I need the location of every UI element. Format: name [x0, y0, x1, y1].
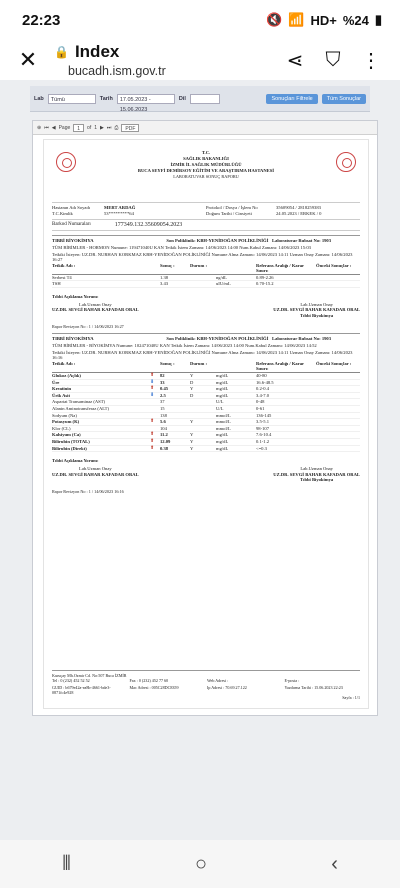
birth-value: 24.05.2023 / ERKEK / 0 — [276, 211, 322, 216]
test-result: 15 — [160, 406, 165, 412]
high-arrow-icon: ⬆ — [150, 432, 155, 438]
test-result: 0.45 — [160, 386, 169, 392]
col-status: Durum : — [190, 360, 207, 366]
page-label: Page — [58, 124, 71, 131]
page-of: of — [87, 124, 92, 131]
test-unit: mg/dL — [216, 439, 229, 444]
footer-address: Kuruçay Mh.Ozmir Cd. No:507 Buca İZMİR — [52, 673, 127, 678]
high-arrow-icon: ⬆ — [150, 373, 155, 379]
signature-row — [52, 302, 360, 319]
test-unit: mmol/L — [216, 412, 231, 418]
protocol-label: Protokol / Dosya / İşlem No — [206, 205, 258, 210]
hospital-logo — [336, 152, 356, 172]
test-reference: <=0.3 — [256, 445, 267, 451]
signature-row — [52, 466, 360, 483]
status-icons — [266, 12, 382, 28]
test-result: 0.38 — [160, 445, 169, 451]
battery-label: %24 — [342, 12, 369, 28]
close-icon[interactable]: ✕ — [18, 47, 38, 72]
test-unit: mg/dL — [216, 445, 229, 451]
prev-page-icon[interactable]: ◀ — [51, 124, 56, 131]
lab-select[interactable]: Tümü — [48, 94, 96, 104]
test-result: 33 — [160, 379, 165, 385]
patient-name-label: Hastanın Adı Soyadı — [52, 205, 91, 210]
high-arrow-icon: ⬆ — [150, 386, 155, 392]
test-unit: U/L — [216, 399, 224, 405]
report-viewer — [32, 120, 378, 716]
all-results-button[interactable]: Tüm Sonuçlar — [322, 94, 366, 104]
viewer-toolbar — [33, 121, 377, 135]
footer-guid: GUID : b679e42a-ea8b-4661-bde3-0871fc4e928 — [52, 685, 111, 695]
test-reference: 3.4-7.0 — [256, 392, 270, 398]
language-label: Dil — [178, 95, 186, 102]
section-info-2: Tetkiki İsteyen: UZ.DR. NURHAN KORKMAZ KBH-YENİDOĞAN POLİKLİNİĞİ Numune Alma Zamanı: 14/06/2023 14:11 Uzman Onay Zamanı: 14/06/2023 16:27 — [52, 251, 353, 262]
section-lab-no: Laboratuvar Rubsat No: 1903 — [272, 336, 332, 342]
test-previous — [316, 275, 360, 281]
high-arrow-icon: ⬆ — [150, 445, 155, 451]
col-previous: Önceki Sonuçlar : — [316, 360, 352, 366]
test-name: Bilirubin (TOTAL) — [52, 439, 90, 444]
more-menu-icon[interactable]: ⋮ — [361, 49, 381, 72]
test-unit: mmol/L — [216, 419, 231, 425]
report-title: LABORATUVAR SONUÇ RAPORU — [173, 174, 239, 179]
test-reference: 136-145 — [256, 412, 272, 418]
next-page-icon[interactable]: ▶ — [100, 124, 104, 131]
ministry-logo — [56, 152, 76, 172]
test-previous — [316, 446, 360, 452]
page-number-input[interactable]: 1 — [73, 124, 84, 132]
low-arrow-icon: ⬇ — [150, 392, 155, 398]
test-unit: mg/dL — [216, 432, 229, 438]
test-reference: 3.5-5.1 — [256, 419, 270, 425]
test-result: 2.5 — [160, 392, 166, 398]
col-result: Sonuç : — [160, 262, 175, 268]
header-line-2: SAĞLIK BAKANLIĞI — [183, 156, 229, 161]
report-header — [52, 150, 360, 180]
test-name: Üre — [52, 379, 60, 385]
result-row — [52, 399, 360, 406]
test-unit: mg/dL — [216, 386, 229, 392]
comment-label: Tıbbi Açıklama Yorum: — [52, 293, 99, 299]
result-section — [52, 333, 360, 493]
test-name: Bilirubin (Direkt) — [52, 445, 87, 451]
footer-tel: Tel : 0 (232) 452 52 52 — [52, 678, 90, 683]
test-previous — [316, 393, 360, 399]
test-flag: Y — [190, 445, 194, 451]
approval-label-right: Lab.Uzman Onay — [300, 466, 333, 472]
test-flag — [190, 399, 216, 405]
test-unit: mg/dL — [216, 373, 229, 379]
high-arrow-icon: ⬆ — [150, 419, 155, 425]
home-icon[interactable]: ○ — [195, 852, 208, 875]
test-reference: 0.89-2.26 — [256, 274, 274, 280]
col-previous: Önceki Sonuçlar : — [316, 262, 352, 268]
test-previous — [316, 281, 360, 287]
barcode-label: Barkod Numaraları — [52, 222, 91, 227]
lock-icon: 🔒 — [54, 45, 69, 59]
approval-label-left: Lab.Uzman Onay — [79, 466, 112, 472]
recent-apps-icon[interactable]: ⦀ — [62, 852, 71, 875]
test-result: 82 — [160, 373, 165, 379]
test-result: 104 — [160, 425, 167, 431]
result-row — [52, 386, 360, 393]
test-unit: ng/dL — [216, 274, 227, 280]
test-flag: Y — [190, 386, 194, 392]
test-previous — [316, 439, 360, 445]
mute-icon: 🔇 — [266, 12, 283, 27]
doctor-right: UZ.DR. SEVGİ BAHAR KAFADAR ORAL — [273, 471, 360, 477]
section-header — [52, 336, 360, 342]
bookmark-icon[interactable]: ⛉ — [325, 48, 341, 71]
tc-value: 53*********64 — [104, 211, 134, 216]
section-clinic: Son Poliklinik: KBH-YENİDOĞAN POLİKLİNİĞİ — [166, 336, 269, 342]
filter-bar — [30, 86, 370, 112]
col-result: Sonuç : — [160, 360, 175, 366]
footer-email: E-posta : — [284, 678, 300, 683]
test-name: Serbest T4 — [52, 274, 72, 280]
test-result: 138 — [160, 412, 167, 418]
section-header — [52, 238, 360, 244]
test-previous — [316, 432, 360, 438]
browser-toolbar — [0, 40, 400, 80]
status-time: 22:23 — [22, 11, 61, 29]
test-name: Ürik Asit — [52, 392, 70, 398]
section-info-1: TÜM BİRİMLER - HORMON Numune: 119471040U KAN Tetkik İstem Zamanı: 14/06/2023 14:00 Num.Kabul Zamanı: 14/06/2023 15:03 — [52, 245, 311, 250]
test-flag: Y — [190, 439, 194, 444]
test-flag — [190, 426, 216, 432]
barcode-row — [52, 220, 360, 231]
revision-note: Rapor Revizyon No : 1 / 14/06/2023 16:16 — [52, 488, 124, 494]
print-icon[interactable]: ⎙ — [114, 124, 119, 131]
test-previous — [316, 413, 360, 419]
col-status: Durum : — [190, 262, 207, 268]
test-name: Glukoz (Açlık) — [52, 373, 81, 379]
footer-ip: Ip Adresi : 70.69.27.122 — [207, 685, 247, 690]
test-previous — [316, 399, 360, 405]
export-format-select[interactable]: PDF — [121, 124, 139, 132]
test-previous — [316, 426, 360, 432]
first-page-icon[interactable]: ⏮ — [44, 124, 49, 131]
result-row — [52, 419, 360, 426]
footer-print-date: Yazdırma Tarihi : 15.06.2023 22:23 — [284, 685, 343, 690]
test-result: 37 — [160, 399, 165, 405]
protocol-value: 35609054 / 2818259383 — [276, 205, 321, 210]
footer-page: Sayfa : 1/1 — [342, 695, 360, 700]
test-name: Alanin Aminotransferaz (ALT) — [52, 406, 109, 412]
page-title: Index — [74, 42, 120, 61]
android-nav-bar — [0, 840, 400, 888]
section-clinic: Son Poliklinik: KBH-YENİDOĞAN POLİKLİNİĞİ — [166, 238, 269, 243]
test-flag — [190, 281, 216, 287]
test-reference: 0-61 — [256, 406, 265, 412]
result-row — [52, 446, 360, 453]
test-flag: Y — [190, 432, 194, 438]
web-content — [0, 80, 400, 840]
test-result: 12.09 — [160, 439, 171, 444]
language-select[interactable] — [190, 94, 220, 104]
col-test-name: Tetkik Adı : — [52, 360, 76, 366]
doctor-dept: Tıbbi Biyokimya — [300, 312, 334, 318]
lab-label: Lab — [34, 95, 44, 102]
comment-label: Tıbbi Açıklama Yorum: — [52, 458, 99, 464]
test-flag: Y — [190, 373, 194, 379]
test-name: TSH — [52, 281, 61, 287]
test-previous — [316, 406, 360, 412]
col-reference: Referans Aralığı / Karar Sınırı: — [256, 360, 305, 372]
test-name: Klor (CL) — [52, 425, 71, 431]
network-label: HD+ — [310, 12, 337, 28]
col-reference: Referans Aralığı / Karar Sınırı: — [256, 262, 305, 274]
date-select[interactable]: 17.05.2023 - 15.06.2023 — [117, 94, 175, 104]
test-reference: 98-107 — [256, 425, 270, 431]
header-line-3: İZMİR İL SAĞLIK MÜDÜRLÜĞÜ — [170, 162, 242, 167]
footer-web: Web Adresi : — [207, 678, 229, 683]
footer-mac: Mac Adresi : 005C28DC8359 — [129, 685, 179, 690]
result-row — [52, 439, 360, 446]
approval-label-right: Lab.Uzman Onay — [300, 301, 333, 307]
test-reference: 7.6-10.4 — [256, 432, 272, 438]
test-name: Aspartat Transaminaz (AST) — [52, 399, 106, 405]
wifi-icon: 📶 — [288, 12, 305, 27]
result-row — [52, 373, 360, 380]
result-row — [52, 413, 360, 420]
filter-results-button[interactable]: Sonuçları Filtrele — [266, 94, 317, 104]
status-bar — [0, 0, 400, 40]
test-name: Kreatinin — [52, 386, 72, 392]
section-department: TIBBİ BİYOKİMYA — [52, 238, 94, 243]
test-unit: mg/dL — [216, 379, 229, 385]
report-page — [43, 139, 369, 709]
test-flag: D — [190, 392, 194, 398]
birth-label: Doğum Tarihi / Cinsiyeti — [206, 211, 252, 216]
test-flag — [190, 413, 216, 419]
section-info-1: TÜM BİRİMLER - BİYOKİMYA Numune: 102471040U KAN Tetkik İstem Zamanı: 14/06/2023 14:00 Num.Kabul Zamanı: 14/06/2023 14:52 — [52, 343, 317, 349]
result-section — [52, 235, 360, 329]
result-sections — [52, 235, 360, 494]
header-line-4: BUCA SEYFİ DEMİRSOY EĞİTİM VE ARAŞTIRMA HASTANESİ — [137, 168, 275, 173]
test-unit: U/L — [216, 406, 224, 412]
test-previous — [316, 380, 360, 386]
test-name: Potasyum (K) — [52, 419, 80, 425]
low-arrow-icon: ⬇ — [150, 379, 155, 385]
page-total: 1 — [94, 124, 97, 131]
doctor-dept: Tıbbi Biyokimya — [300, 477, 334, 483]
approval-label-left: Lab.Uzman Onay — [79, 301, 112, 307]
revision-note: Rapor Revizyon No : 1 / 14/06/2023 16:27 — [52, 324, 124, 330]
date-label: Tarih — [99, 95, 113, 102]
test-flag: Y — [190, 419, 194, 425]
test-reference: 0.1-1.2 — [256, 439, 270, 444]
high-arrow-icon: ⬆ — [150, 439, 155, 444]
title-box — [46, 42, 276, 78]
test-reference: 16.6-48.5 — [256, 379, 274, 385]
doctor-right: UZ.DR. SEVGİ BAHAR KAFADAR ORAL — [273, 307, 360, 313]
zoom-icon[interactable]: ⊕ — [37, 124, 42, 131]
test-reference: 40-80 — [256, 373, 267, 379]
test-result: 1.38 — [160, 274, 169, 280]
share-icon[interactable]: ⋖ — [286, 49, 304, 72]
test-flag: D — [190, 379, 194, 385]
test-reference: 0-48 — [256, 399, 265, 405]
patient-name: MERT ARDAĞ — [104, 205, 136, 210]
test-result: 3.43 — [160, 281, 169, 287]
test-result: 11.2 — [160, 432, 168, 438]
test-name: Sodyum (Na) — [52, 412, 77, 418]
footer-fax: Fax : 0 (232) 452 77 60 — [129, 678, 169, 683]
battery-icon: ▮ — [374, 12, 382, 27]
test-unit: mmol/L — [216, 425, 231, 431]
test-flag — [190, 275, 216, 281]
test-name: Kalsiyum (Ca) — [52, 432, 81, 438]
barcode-value: 177349.132.35609054.2023 — [114, 222, 183, 228]
test-flag — [190, 406, 216, 412]
col-test-name: Tetkik Adı : — [52, 262, 76, 268]
tc-label: T.C.Kimlik — [52, 211, 73, 216]
result-row — [52, 380, 360, 387]
results-header-row — [52, 361, 360, 373]
test-unit: mg/dL — [216, 392, 229, 398]
test-previous — [316, 419, 360, 425]
doctor-left: UZ.DR. SEVGİ BAHAR KAFADAR ORAL — [52, 471, 139, 477]
patient-info — [52, 202, 360, 220]
result-row — [52, 406, 360, 413]
result-row — [52, 426, 360, 433]
report-footer — [52, 670, 360, 700]
test-result: 5.6 — [160, 419, 166, 425]
header-line-1: T.C. — [201, 150, 211, 155]
test-previous — [316, 373, 360, 379]
last-page-icon[interactable]: ⏭ — [106, 124, 112, 131]
test-unit: uIU/mL — [216, 281, 231, 287]
test-reference: 0.2-0.4 — [256, 386, 270, 392]
section-info-2: Tetkiki İsteyen: UZ.DR. NURHAN KORKMAZ KBH-YENİDOĞAN POLİKLİNİĞİ Numune Alma Zamanı: 14/06/2023 14:11 Uzman Onay Zamanı: 14/06/2023 16:16 — [52, 349, 353, 361]
result-row — [52, 393, 360, 400]
page-url[interactable]: bucadh.ism.gov.tr — [68, 64, 166, 78]
section-lab-no: Laboratuvar Rubsat No: 1903 — [272, 238, 332, 243]
test-reference: 0.70-15.2 — [256, 281, 274, 287]
doctor-left: UZ.DR. SEVGİ BAHAR KAFADAR ORAL — [52, 307, 139, 313]
test-previous — [316, 386, 360, 392]
back-icon[interactable]: ‹ — [331, 852, 338, 875]
result-row — [52, 281, 360, 288]
section-department: TIBBİ BİYOKİMYA — [52, 336, 94, 342]
result-row — [52, 275, 360, 282]
result-row — [52, 432, 360, 439]
results-header-row — [52, 263, 360, 275]
